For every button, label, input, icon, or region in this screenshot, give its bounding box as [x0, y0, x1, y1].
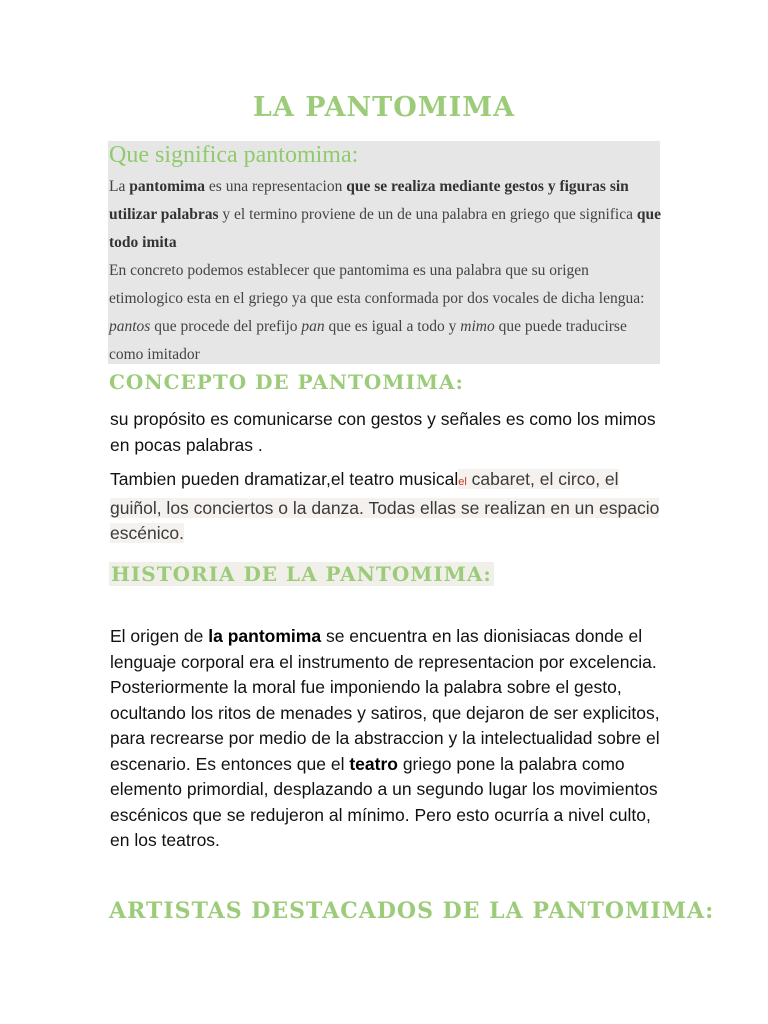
text-run: El origen de — [110, 626, 209, 646]
text-run: En concreto podemos establecer que pantomima es una palabra que su origen etimologico esta en el griego ya que esta conformada por dos vocales de dicha lengua: — [109, 262, 645, 307]
concept-heading: CONCEPTO DE PANTOMIMA: — [109, 370, 464, 394]
italic-run: pantos — [109, 318, 151, 335]
text-run: y el termino proviene de un de una palabra en griego que significa — [218, 206, 637, 223]
text-run: se encuentra en las dionisiacas donde el lenguaje corporal era el instrumento de representacion por excelencia. Posteriormente la moral fue imponiendo la palabra sobre el gesto, ocultando los ritos de menades y satiros, que dejaron de ser explicitos, para recrearse por medio de la abstraccion y la intelectualidad sobre el escenario. Es entonces que el — [110, 626, 660, 774]
text-run: Tambien pueden dramatizar,el teatro musical — [110, 469, 459, 489]
concept-paragraph: su propósito es comunicarse con gestos y señales es como los mimos en pocas palabras . — [110, 409, 656, 455]
etymology-paragraph — [109, 257, 661, 369]
text-run: que puede traducirse como imitador — [109, 318, 627, 363]
text-run: que es igual a todo y — [324, 318, 461, 335]
italic-run: pan — [301, 318, 325, 335]
bold-run: que todo imita — [109, 206, 661, 251]
bold-run: que se realiza mediante gestos y figuras sin utilizar palabras — [109, 178, 629, 223]
artists-heading: ARTISTAS DESTACADOS DE LA PANTOMIMA: — [109, 898, 715, 924]
small-text-run: el — [458, 476, 467, 488]
text-run: que procede del prefijo — [150, 318, 302, 335]
bold-run: pantomima — [129, 178, 206, 195]
definition-paragraph — [109, 173, 661, 257]
history-heading — [109, 562, 494, 586]
text-run: La — [109, 178, 130, 195]
text-run: es una representacion — [205, 178, 347, 195]
bold-run: teatro — [349, 753, 398, 774]
definition-heading: Que significa pantomima: — [109, 142, 359, 168]
highlighted-text-run: cabaret, el circo, el guiñol, los conciertos o la danza. Todas ellas se realizan en un espacio escénico. — [110, 469, 660, 543]
italic-run: mimo — [460, 318, 495, 335]
history-heading-text: HISTORIA DE LA PANTOMIMA: — [111, 562, 492, 586]
document-title: LA PANTOMIMA — [252, 92, 516, 123]
history-paragraph — [110, 624, 662, 854]
text-run: griego pone la palabra como elemento primordial, desplazando a un segundo lugar los movimientos escénicos que se redujeron al mínimo. Pero esto ocurría a nivel culto, en los teatros. — [110, 753, 658, 850]
dramatize-paragraph — [110, 467, 662, 547]
bold-run: la pantomima — [208, 626, 322, 646]
